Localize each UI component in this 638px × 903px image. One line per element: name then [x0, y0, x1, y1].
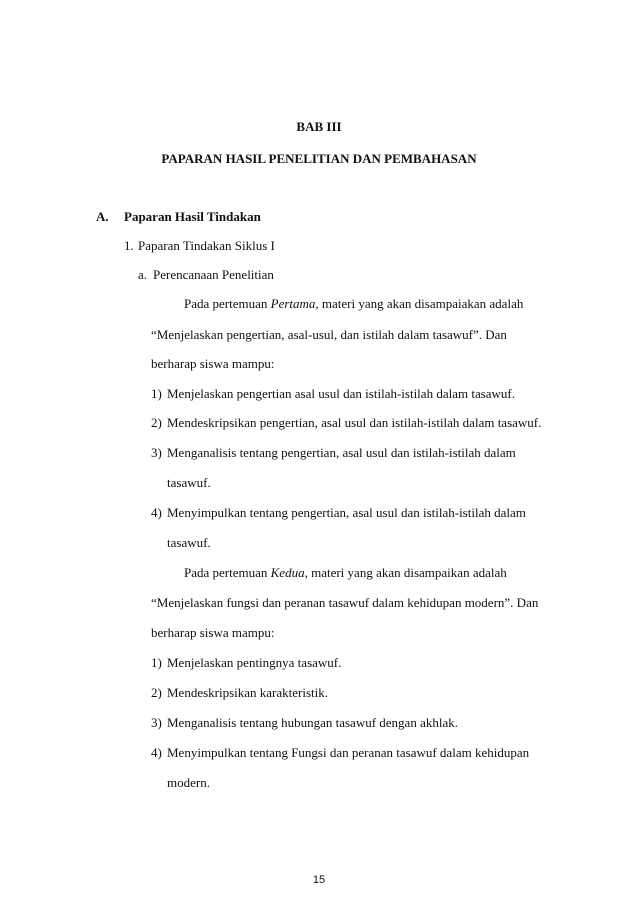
list-marker: 1) [151, 655, 162, 670]
list-marker: 4) [151, 505, 162, 520]
list-marker: 2) [151, 685, 162, 700]
subsubsection-title: Perencanaan Penelitian [153, 267, 274, 282]
list-item-text: Menganalisis tentang pengertian, asal usul dan istilah-istilah dalam [167, 445, 516, 460]
meeting1-line2: “Menjelaskan pengertian, asal-usul, dan istilah dalam tasawuf”. Dan [151, 327, 507, 342]
meeting2-intro-text-end: , materi yang akan disampaikan adalah [304, 565, 507, 580]
subsection-marker: 1. [124, 238, 134, 253]
list-marker: 3) [151, 715, 162, 730]
list-marker: 4) [151, 745, 162, 760]
list-item-text: Menganalisis tentang hubungan tasawuf dengan akhlak. [167, 715, 458, 730]
list-marker: 2) [151, 415, 162, 430]
meeting1-intro-emphasis: Pertama, [270, 296, 319, 311]
meeting2-line2: “Menjelaskan fungsi dan peranan tasawuf dalam kehidupan modern”. Dan [151, 595, 539, 610]
meeting2-intro-emphasis: Kedua [270, 565, 305, 580]
section-title: Paparan Hasil Tindakan [124, 209, 261, 224]
meeting1-line3: berharap siswa mampu: [151, 356, 275, 371]
list-item-text-cont: tasawuf. [167, 475, 211, 490]
list-item-text: Menjelaskan pentingnya tasawuf. [167, 655, 342, 670]
subsubsection-marker: a. [138, 267, 148, 282]
list-item-text: Mendeskripsikan karakteristik. [167, 685, 329, 700]
meeting1-intro-text-end: materi yang akan disampaiakan adalah [318, 296, 524, 311]
list-item-text-cont: tasawuf. [167, 535, 211, 550]
list-item-text: Menyimpulkan tentang pengertian, asal usul dan istilah-istilah dalam [167, 505, 526, 520]
list-item-text-cont: modern. [167, 775, 210, 790]
meeting2-line3: berharap siswa mampu: [151, 625, 275, 640]
meeting1-intro [184, 296, 523, 312]
list-marker: 1) [151, 386, 162, 401]
chapter-number: BAB III [296, 119, 342, 134]
list-item-text: Menyimpulkan tentang Fungsi dan peranan tasawuf dalam kehidupan [167, 745, 530, 760]
meeting2-intro-text: Pada pertemuan [184, 565, 271, 580]
subsection-title: Paparan Tindakan Siklus I [138, 238, 275, 253]
meeting2-intro [184, 565, 507, 581]
page-number: 15 [312, 874, 326, 886]
list-item-text: Menjelaskan pengertian asal usul dan istilah-istilah dalam tasawuf. [167, 386, 516, 401]
chapter-title: PAPARAN HASIL PENELITIAN DAN PEMBAHASAN [161, 151, 477, 166]
meeting1-intro-text: Pada pertemuan [184, 296, 271, 311]
list-item-text: Mendeskripsikan pengertian, asal usul dan istilah-istilah dalam tasawuf. [167, 415, 542, 430]
section-marker: A. [96, 209, 109, 224]
list-marker: 3) [151, 445, 162, 460]
